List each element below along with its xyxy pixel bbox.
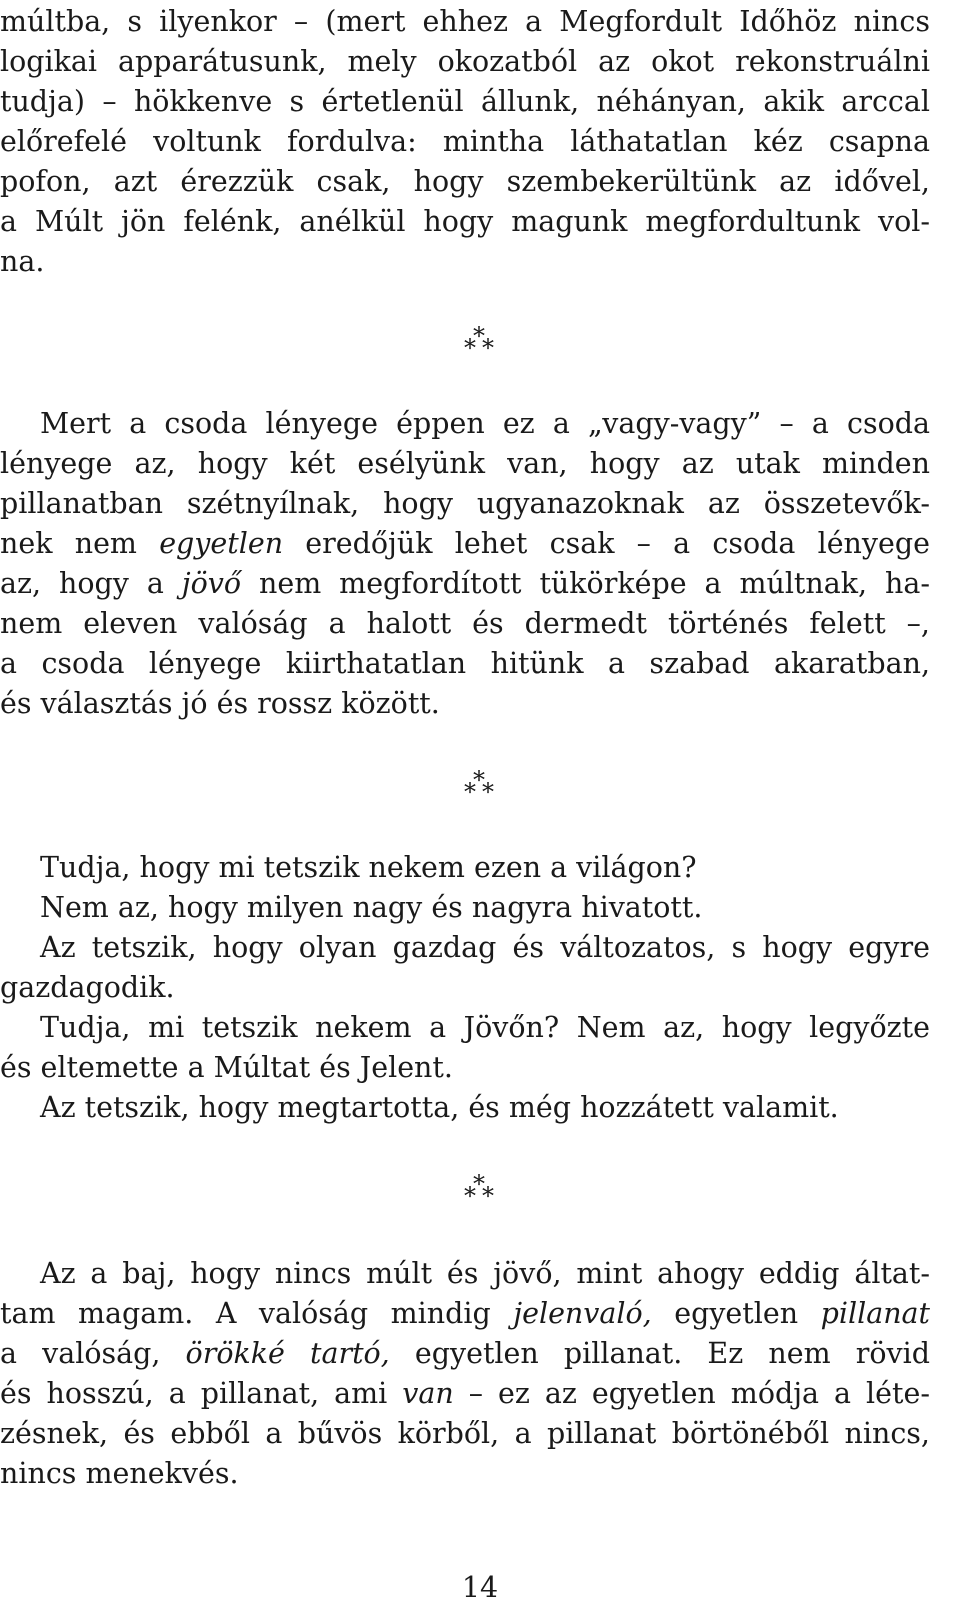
p2-line-4: nek nem egyetlen eredőjük lehet csak – a csoda lényege (0, 527, 930, 560)
p1-line-5: pofon, azt érezzük csak, hogy szembekerültünk az idővel, (0, 165, 930, 198)
p1-line-6: a Múlt jön felénk, anélkül hogy magunk megfordultunk vol- (0, 205, 930, 238)
section-separator (0, 766, 960, 806)
p1-line-1: múltba, s ilyenkor – (mert ehhez a Megfordult Időhöz nincs (0, 5, 930, 38)
p4-line-5: zésnek, és ebből a bűvös körből, a pillanat börtönéből nincs, (0, 1417, 930, 1450)
p3-line-7: Az tetszik, hogy megtartotta, és még hozzátett valamit. (40, 1091, 839, 1124)
p3-line-6: és eltemette a Múltat és Jelent. (0, 1051, 453, 1084)
emphasis: pillanat (820, 1297, 930, 1330)
p4-line-4: és hosszú, a pillanat, ami van – ez az egyetlen módja a léte- (0, 1377, 930, 1410)
section-separator (0, 1170, 960, 1210)
emphasis: jövő (181, 567, 242, 600)
asterism-icon: * * * (464, 1170, 494, 1210)
p2-line-6: nem eleven valóság a halott és dermedt történés felett –, (0, 607, 930, 640)
p1-line-7: na. (0, 245, 45, 278)
asterism-icon: * * * (464, 322, 494, 362)
emphasis: jelenvaló, (513, 1297, 652, 1330)
p3-line-5: Tudja, mi tetszik nekem a Jövőn? Nem az, hogy legyőzte (40, 1011, 930, 1044)
p2-line-3: pillanatban szétnyílnak, hogy ugyanazoknak az összetevők- (0, 487, 930, 520)
p2-line-5: az, hogy a jövő nem megfordított tükörképe a múltnak, ha- (0, 567, 930, 600)
page-number: 14 (461, 1571, 499, 1604)
p4-line-3: a valóság, örökké tartó, egyetlen pillanat. Ez nem rövid (0, 1337, 930, 1370)
p2-line-2: lényege az, hogy két esélyünk van, hogy az utak minden (0, 447, 930, 480)
emphasis: egyetlen (159, 527, 284, 560)
p2-line-8: és választás jó és rossz között. (0, 687, 440, 720)
p3-line-1: Tudja, hogy mi tetszik nekem ezen a világon? (40, 851, 697, 884)
emphasis: örökké tartó, (185, 1337, 390, 1370)
emphasis: van (402, 1377, 454, 1410)
p4-line-1: Az a baj, hogy nincs múlt és jövő, mint ahogy eddig áltat- (40, 1257, 930, 1290)
p1-line-4: előrefelé voltunk fordulva: mintha láthatatlan kéz csapna (0, 125, 930, 158)
p2-line-7: a csoda lényege kiirthatatlan hitünk a szabad akaratban, (0, 647, 930, 680)
asterism-icon: * * * (464, 766, 494, 806)
p3-line-2: Nem az, hogy milyen nagy és nagyra hivatott. (40, 891, 703, 924)
p3-line-4: gazdagodik. (0, 971, 175, 1004)
p1-line-3: tudja) – hökkenve s értetlenül állunk, néhányan, akik arccal (0, 85, 930, 118)
section-separator (0, 322, 960, 362)
p1-line-2: logikai apparátusunk, mely okozatból az okot rekonstruálni (0, 45, 930, 78)
p3-line-3: Az tetszik, hogy olyan gazdag és változatos, s hogy egyre (40, 931, 930, 964)
p4-line-6: nincs menekvés. (0, 1457, 239, 1490)
p2-line-1: Mert a csoda lényege éppen ez a „vagy-vagy” – a csoda (40, 407, 930, 440)
p4-line-2: tam magam. A valóság mindig jelenvaló, egyetlen pillanat (0, 1297, 930, 1330)
